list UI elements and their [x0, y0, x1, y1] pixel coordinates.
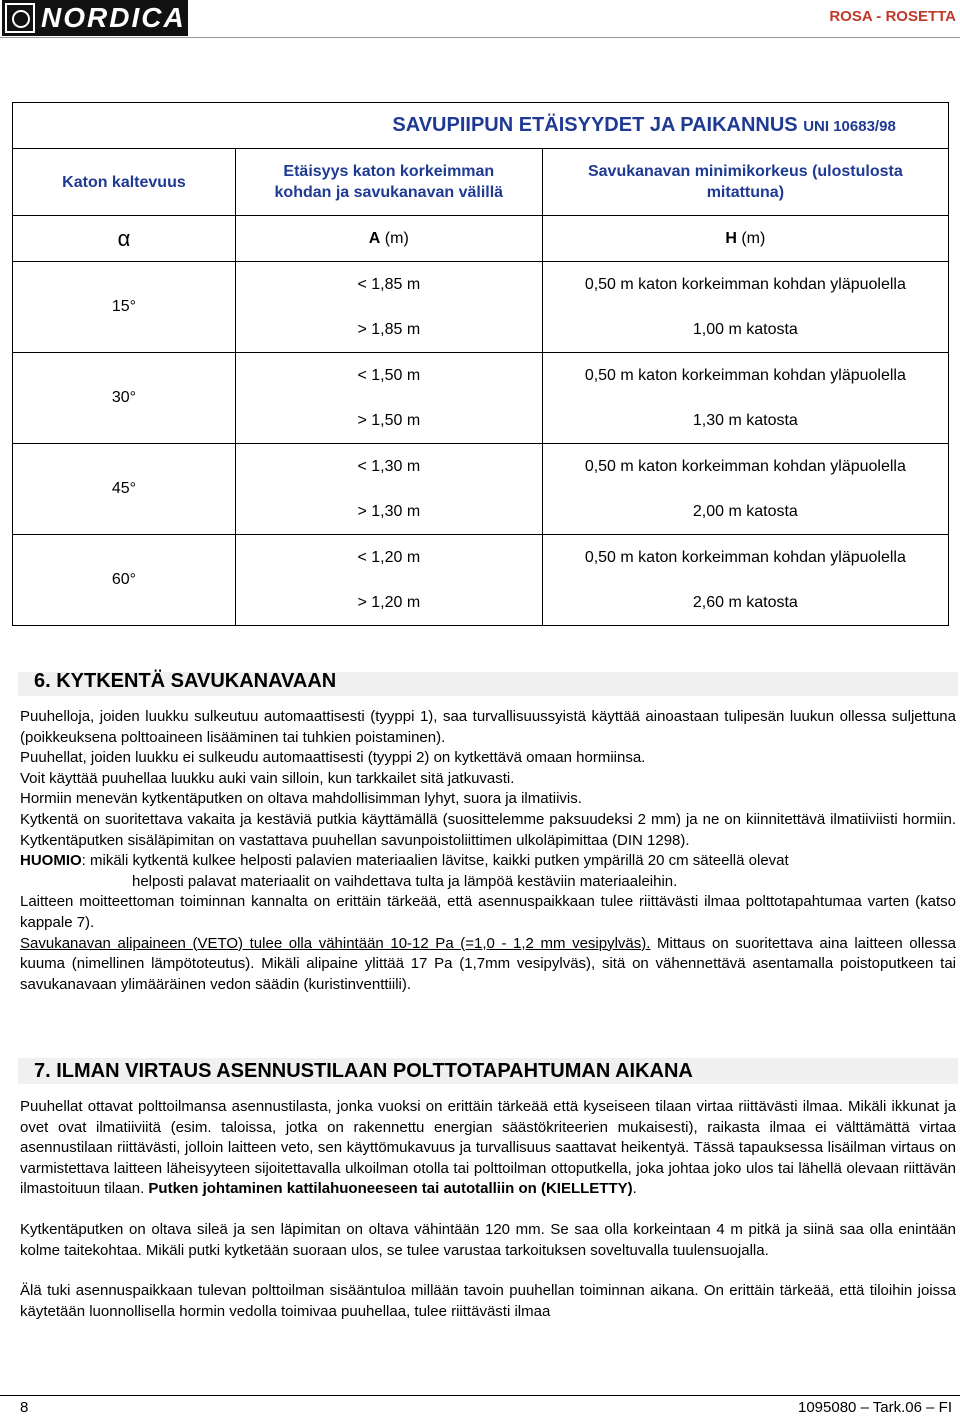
- height-cell: 1,00 m katosta: [542, 307, 948, 353]
- header-distance: Etäisyys katon korkeimman kohdan ja savukanavan välillä: [235, 149, 542, 216]
- page-number: 8: [20, 1399, 29, 1416]
- paragraph: Kytkentäputken on oltava sileä ja sen läpimitan on oltava vähintään 120 mm. Se saa olla korkeintaan 4 m pitkä ja siinä saa olla enintään kolme taitekohtaa. Mikäli putki kytketään suoraan ulos, se tulee varustaa tarkoituksen soveltuvalla tuulensuojalla.: [20, 1220, 956, 1259]
- height-cell: 0,50 m katon korkeimman kohdan yläpuolella: [542, 353, 948, 399]
- warning-label: HUOMIO: [20, 852, 82, 870]
- h-unit-header: H (m): [542, 216, 948, 262]
- warning-continuation: helposti palavat materiaalit on vaihdettava tulta ja lämpöä kestäviin materiaaleihin.: [132, 872, 678, 890]
- table-title: SAVUPIIPUN ETÄISYYDET JA PAIKANNUS UNI 10683/98: [235, 103, 948, 149]
- paragraph: Voit käyttää puuhellaa luukku auki vain silloin, kun tarkkailet sitä jatkuvasti.: [20, 769, 515, 787]
- section6-heading: 6. KYTKENTÄ SAVUKANAVAAN: [34, 670, 337, 692]
- angle-cell: 30°: [13, 353, 236, 444]
- angle-cell: 15°: [13, 262, 236, 353]
- paragraph: Älä tuki asennuspaikkaan tulevan polttoilman sisääntuloa millään tavoin puuhellan toiminnan aikana. On erittäin tärkeää, että tiloihin joissa käytetään luonnollisella hormin vedolla toimivaa puuhellaa, tulee riittävästi ilmaa: [20, 1282, 956, 1320]
- distance-cell: > 1,30 m: [235, 489, 542, 535]
- distance-cell: < 1,85 m: [235, 262, 542, 308]
- draft-paragraph: Savukanavan alipaineen (VETO) tulee olla vähintään 10-12 Pa (=1,0 - 1,2 mm vesipylväs). Mittaus on suoritettava aina laitteen ollessa kuuma (nimellinen lämpötoteutus). Mikäli alipaine ylittää 17 Pa (1,7mm vesipylväs), sitä on vähennettävä asentamalla poistoputkeen tai savukanavaan ylimääräinen vedon säädin (kuristinventtiili).: [20, 934, 956, 993]
- distance-cell: < 1,20 m: [235, 535, 542, 581]
- distance-cell: > 1,85 m: [235, 307, 542, 353]
- model-name: ROSA - ROSETTA: [829, 8, 956, 25]
- height-cell: 0,50 m katon korkeimman kohdan yläpuolella: [542, 535, 948, 581]
- logo-badge-icon: [5, 3, 35, 33]
- height-cell: 2,00 m katosta: [542, 489, 948, 535]
- height-cell: 0,50 m katon korkeimman kohdan yläpuolella: [542, 444, 948, 490]
- footer-divider: [0, 1395, 960, 1396]
- section7-body: [20, 1097, 956, 1322]
- header-divider: [0, 37, 960, 38]
- paragraph: Kytkentä on suoritettava vakaita ja kestäviä putkia käyttämällä (suosittelemme paksuudeksi 2 mm) ja ne on kiinnitettävä ilmatiiviisti hormiin. Kytkentäputken sisäläpimitan on vastattava puuhellan savunpoistoliittimen ulkoläpimittaa (DIN 1298).: [20, 810, 956, 849]
- prohibition-text: Putken johtaminen kattilahuoneeseen tai autotalliin on (KIELLETTY): [148, 1180, 633, 1198]
- section6-body: [20, 707, 956, 995]
- alpha-symbol: α: [13, 216, 236, 262]
- nordica-logo: [2, 0, 188, 36]
- distance-table: [12, 102, 949, 626]
- header-min-height: Savukanavan minimikorkeus (ulostulosta mitattuna): [542, 149, 948, 216]
- logo-text: NORDICA: [41, 2, 186, 33]
- distance-cell: < 1,30 m: [235, 444, 542, 490]
- document-id: 1095080 – Tark.06 – FI: [798, 1399, 952, 1416]
- distance-cell: < 1,50 m: [235, 353, 542, 399]
- angle-cell: 60°: [13, 535, 236, 626]
- paragraph: Puuhellat ottavat polttoilmansa asennustilasta, jonka vuoksi on erittäin tärkeää että kyseiseen tilaan virtaa riittävästi ilmaa. Mikäli ikkunat ja ovet ovat ilmatiiviitä (esim. taloissa, jotka on rakennettu energian säästökriteerien mukaisesti), raikasta ilmaa ei välttämättä virtaa asennustilaan riittävästi, jolloin laitteen veto, sen käyttömukavuus ja turvallisuus saattavat heikentyä. Tässä tapauksessa lisäilman virtaus on varmistettava laitteen läheisyyteen sijoitettavalla ulkoilman otolla tai polttoilman ottoputkella, joka johtaa joko ulos tai lähellä olevaan riittävän ilmastoituun tilaan. Putken johtaminen kattilahuoneeseen tai autotalliin on (KIELLETTY).: [20, 1098, 956, 1198]
- draft-requirement: Savukanavan alipaineen (VETO) tulee olla vähintään 10-12 Pa (=1,0 - 1,2 mm vesipylväs).: [20, 934, 651, 952]
- height-cell: 0,50 m katon korkeimman kohdan yläpuolella: [542, 262, 948, 308]
- distance-cell: > 1,50 m: [235, 398, 542, 444]
- table-title-standard: UNI 10683/98: [803, 118, 896, 135]
- paragraph: Hormiin menevän kytkentäputken on oltava mahdollisimman lyhyt, suora ja ilmatiivis.: [20, 790, 582, 808]
- a-unit-header: A (m): [235, 216, 542, 262]
- page-footer: [0, 1395, 960, 1416]
- warning-paragraph: HUOMIO: mikäli kytkentä kulkee helposti palavien materiaalien lävitse, kaikki putken ympärillä 20 cm säteellä olevat: [20, 852, 789, 870]
- angle-cell: 45°: [13, 444, 236, 535]
- paragraph: Laitteen moitteettoman toiminnan kannalta on erittäin tärkeää, että asennuspaikkaan tulee riittävästi ilmaa polttotapahtumaa varten (katso kappale 7).: [20, 893, 956, 931]
- header-roof-slope: Katon kaltevuus: [13, 149, 236, 216]
- paragraph: Puuhellat, joiden luukku ei sulkeudu automaattisesti (tyyppi 2) on kytkettävä omaan hormiinsa.: [20, 749, 646, 767]
- distance-cell: > 1,20 m: [235, 580, 542, 626]
- height-cell: 1,30 m katosta: [542, 398, 948, 444]
- paragraph: Puuhelloja, joiden luukku sulkeutuu automaattisesti (tyyppi 1), saa turvallisuussyistä käyttää ainoastaan tulipesän luukun ollessa suljettuna (poikkeuksena polttoaineen lisääminen tai tuhkien poistaminen).: [20, 708, 956, 746]
- page-header: [0, 0, 960, 36]
- height-cell: 2,60 m katosta: [542, 580, 948, 626]
- section7-heading: 7. ILMAN VIRTAUS ASENNUSTILAAN POLTTOTAPAHTUMAN AIKANA: [34, 1060, 693, 1082]
